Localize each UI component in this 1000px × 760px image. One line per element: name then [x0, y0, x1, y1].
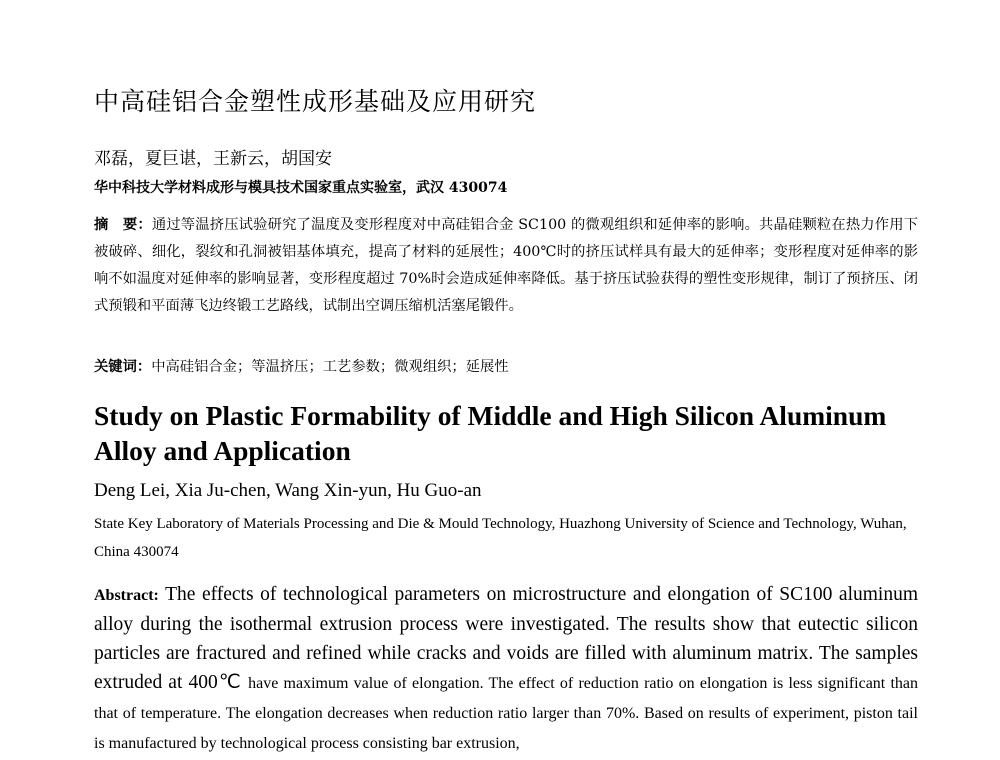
english-abstract-text-1: The effects of technological parameters on microstructure and elongation of SC100 aluminum alloy during the isothermal extrusion process were investigated. The results show that eutectic silicon particles are fractured and refined while cracks and voids are filled with aluminum matrix. The samples extruded at 400℃ — [94, 584, 918, 693]
english-authors: Deng Lei, Xia Ju-chen, Wang Xin-yun, Hu Guo-an — [94, 480, 482, 501]
chinese-title: 中高硅铝合金塑性成形基础及应用研究 — [94, 87, 537, 116]
chinese-keywords-label: 关键词： — [94, 359, 152, 375]
english-abstract — [94, 580, 918, 758]
english-title: Study on Plastic Formability of Middle and High Silicon Aluminum Alloy and Application — [94, 400, 887, 466]
chinese-authors: 邓磊，夏巨谌，王新云，胡国安 — [94, 149, 332, 169]
chinese-abstract — [94, 212, 918, 320]
english-abstract-label: Abstract: — [94, 587, 159, 604]
chinese-abstract-text: 通过等温挤压试验研究了温度及变形程度对中高硅铝合金 SC100 的微观组织和延伸率的影响。共晶硅颗粒在热力作用下被破碎、细化，裂纹和孔洞被铝基体填充，提高了材料的延展性；400℃时的挤压试样具有最大的延伸率；变形程度对延伸率的影响不如温度对延伸率的影响显著，变形程度超过 70%时会造成延伸率降低。基于挤压试验获得的塑性变形规律，制订了预挤压、闭式预锻和平面薄飞边终锻工艺路线，试制出空调压缩机活塞尾锻件。 — [94, 217, 919, 314]
english-affiliation: State Key Laboratory of Materials Processing and Die & Mould Technology, Huazhong University of Science and Technology, Wuhan, China 430074 — [94, 516, 907, 560]
english-abstract-text-2: have maximum value of elongation. The effect of reduction ratio on elongation is less significant than that of temperature. The elongation decreases when reduction ratio larger than 70%. Based on results of experiment, piston tail is manufactured by technological process consisting bar extrusion, — [94, 675, 918, 752]
chinese-abstract-label: 摘 要： — [94, 217, 152, 233]
chinese-affiliation: 华中科技大学材料成形与模具技术国家重点实验室，武汉 430074 — [94, 180, 508, 196]
chinese-keywords-text: 中高硅铝合金；等温挤压；工艺参数；微观组织；延展性 — [151, 359, 509, 375]
chinese-keywords — [94, 356, 509, 376]
